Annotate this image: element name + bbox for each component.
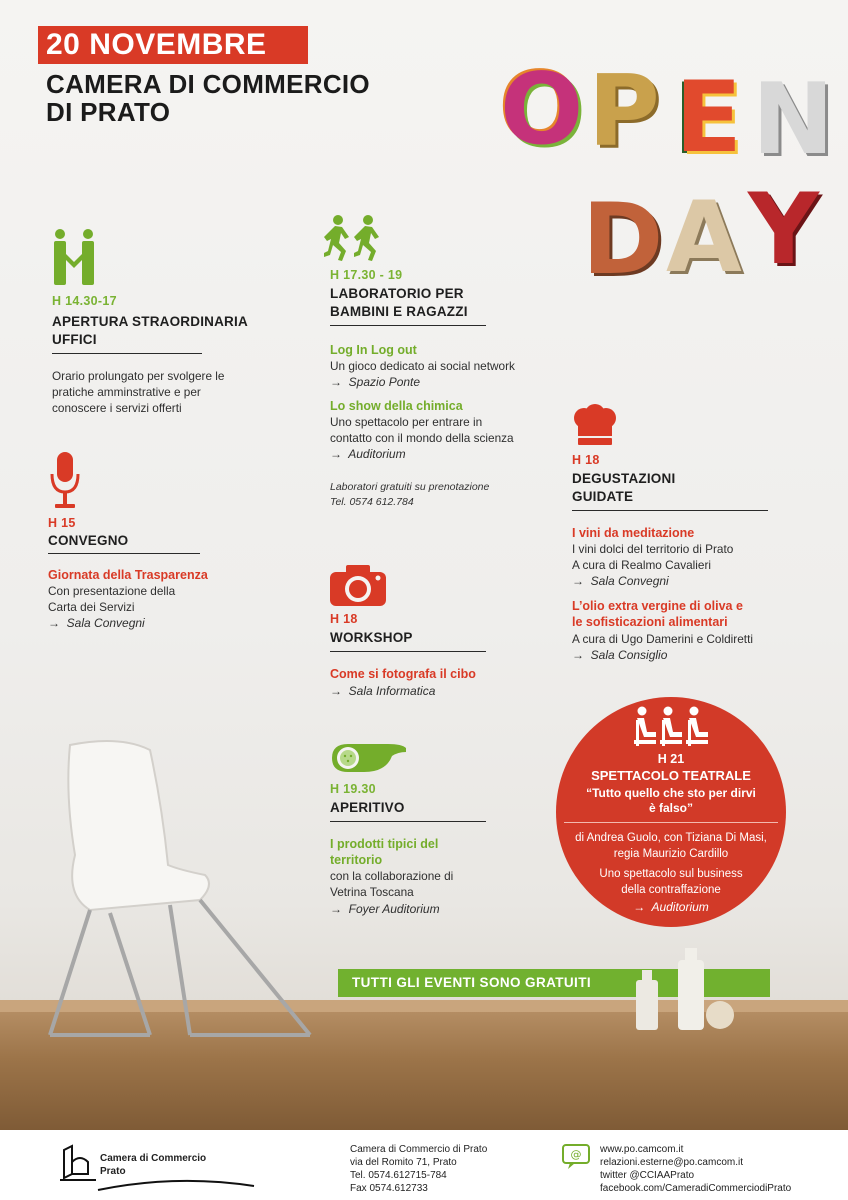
aperitivo-title: APERITIVO: [330, 800, 405, 815]
laboratorio-item2-desc: [330, 414, 514, 446]
laboratorio-note: [330, 480, 489, 510]
aperitivo-desc-line: con la collaborazione di: [330, 869, 454, 883]
logo-text: [100, 1152, 206, 1178]
convegno-location: [48, 615, 145, 631]
laboratorio-time: H 17.30 - 19: [330, 268, 403, 282]
arrow-icon: →: [572, 574, 584, 588]
laboratorio-title-line-1: LABORATORIO PER: [330, 286, 464, 301]
divider: [564, 822, 778, 823]
logo-swoosh: [96, 1178, 256, 1197]
degustazioni-title-line-1: DEGUSTAZIONI: [572, 471, 676, 486]
teatro-title: SPETTACOLO TEATRALE: [591, 768, 751, 783]
chair-illustration: [30, 735, 330, 1060]
letter-y: Y: [748, 173, 819, 287]
bottles-illustration: [630, 940, 740, 1035]
arrow-icon: →: [330, 447, 342, 461]
uffici-desc-line: Orario prolungato per svolgere le: [52, 369, 225, 383]
teatro-quote-line: è falso”: [648, 801, 693, 815]
footer-web: [600, 1143, 791, 1195]
laboratorio-item1-sub: Log In Log out: [330, 343, 417, 357]
letter-o: O: [500, 53, 584, 167]
location-label: Sala Convegni: [590, 574, 669, 588]
workshop-time: H 18: [330, 612, 358, 626]
teatro-quote-line: “Tutto quello che sto per dirvi: [586, 786, 756, 800]
uffici-title-line-2: UFFICI: [52, 332, 97, 347]
workshop-title: WORKSHOP: [330, 630, 413, 645]
aperitivo-time: H 19.30: [330, 782, 376, 796]
teatro-time: H 21: [657, 752, 685, 766]
convegno-desc-line: Carta dei Servizi: [48, 600, 135, 614]
laboratorio-title: [330, 285, 468, 321]
website-link[interactable]: www.po.camcom.it: [600, 1144, 684, 1155]
divider: [330, 821, 486, 822]
location-label: Auditorium: [348, 447, 406, 461]
org-name: Camera di Commercio di Prato: [350, 1144, 488, 1155]
facebook-link[interactable]: facebook.com/CameradiCommerciodiPrato: [600, 1183, 792, 1194]
laboratorio-item2-sub: Lo show della chimica: [330, 399, 463, 413]
logo-line-2: Prato: [100, 1166, 126, 1177]
convegno-sub: Giornata della Trasparenza: [48, 568, 208, 582]
svg-text:@: @: [570, 1148, 582, 1161]
note-line: Tel. 0574 612.784: [330, 496, 414, 508]
footer: [0, 1130, 848, 1200]
teatro-credits-line: regia Maurizio Cardillo: [613, 848, 729, 860]
note-line: Laboratori gratuiti su prenotazione: [330, 481, 490, 493]
aperitivo-desc: [330, 868, 453, 900]
convegno-desc: [48, 583, 175, 615]
laboratorio-desc-line: Uno spettacolo per entrare in: [330, 415, 483, 429]
convegno-title: CONVEGNO: [48, 533, 129, 548]
laboratorio-item1-desc: Un gioco dedicato ai social network: [330, 359, 515, 373]
laboratorio-item1-location: [330, 374, 420, 390]
arrow-icon: →: [572, 648, 584, 662]
laboratorio-desc-line: contatto con il mondo della scienza: [330, 431, 514, 445]
degustazioni-sub-line: L’olio extra vergine di oliva e: [572, 599, 743, 613]
aperitivo-sub-line: territorio: [330, 853, 383, 867]
location-label: Sala Convegni: [66, 616, 145, 630]
chef-hat-icon: [572, 404, 618, 451]
degustazioni-time: H 18: [572, 453, 600, 467]
uffici-title: [52, 313, 248, 349]
degustazioni-item2-location: [572, 647, 667, 663]
convegno-time: H 15: [48, 516, 76, 530]
divider: [52, 353, 202, 354]
letter-e: E: [675, 61, 742, 175]
divider: [572, 510, 768, 511]
degustazioni-title-line-2: GUIDATE: [572, 489, 634, 504]
degustazioni-desc-line: A cura di Realmo Cavalieri: [572, 558, 711, 572]
workshop-sub: Come si fotografa il cibo: [330, 667, 476, 681]
location-label: Sala Consiglio: [590, 648, 668, 662]
uffici-time: H 14.30-17: [52, 294, 117, 308]
title-line-2: DI PRATO: [46, 97, 171, 127]
divider: [330, 325, 486, 326]
convegno-desc-line: Con presentazione della: [48, 584, 176, 598]
degustazioni-item2-sub: [572, 598, 743, 630]
uffici-desc-line: pratiche amminstrative e per: [52, 385, 201, 399]
teatro-credits-line: di Andrea Guolo, con Tiziana Di Masi,: [575, 832, 767, 844]
aperitivo-desc-line: Vetrina Toscana: [330, 885, 414, 899]
uffici-desc-line: conoscere i servizi offerti: [52, 401, 182, 415]
footer-contacts: [350, 1143, 487, 1195]
logo-line-1: Camera di Commercio: [100, 1153, 207, 1164]
aperitivo-sub-line: I prodotti tipici del: [330, 837, 439, 851]
letter-p: P: [588, 55, 660, 169]
free-events-banner: TUTTI GLI EVENTI SONO GRATUITI: [338, 969, 770, 997]
handshake-icon: [50, 228, 98, 291]
location-label: Foyer Auditorium: [348, 902, 440, 916]
page-title: [46, 70, 370, 126]
degustazioni-item2-desc: A cura di Ugo Damerini e Coldiretti: [572, 632, 753, 646]
uffici-desc: [52, 368, 224, 416]
zucchini-icon: [328, 738, 410, 781]
teatro-credits: [556, 830, 786, 862]
teatro-quote: [556, 786, 786, 816]
degustazioni-title: [572, 470, 675, 506]
camera-di-commercio-logo: [58, 1142, 98, 1187]
email-link[interactable]: relazioni.esterne@po.camcom.it: [600, 1157, 743, 1168]
twitter-link[interactable]: twitter @CCIAAPrato: [600, 1170, 695, 1181]
degustazioni-sub-line: le sofisticazioni alimentari: [572, 615, 728, 629]
aperitivo-location: [330, 901, 440, 917]
arrow-icon: →: [633, 900, 646, 914]
laboratorio-item2-location: [330, 446, 406, 462]
arrow-icon: →: [48, 616, 60, 630]
location-label: Auditorium: [651, 900, 709, 914]
teatro-desc-line: Uno spettacolo sul business: [599, 868, 743, 880]
microphone-icon: [50, 452, 80, 515]
aperitivo-sub: [330, 836, 438, 868]
theater-seats-icon: [632, 706, 712, 753]
degustazioni-item1-sub: I vini da meditazione: [572, 526, 695, 540]
fax: Fax 0574.612733: [350, 1183, 428, 1194]
uffici-title-line-1: APERTURA STRAORDINARIA: [52, 314, 248, 329]
letter-n: N: [752, 63, 835, 177]
divider: [330, 651, 486, 652]
teatro-location: [556, 900, 786, 914]
location-label: Sala Informatica: [348, 684, 436, 698]
degustazioni-desc-line: I vini dolci del territorio di Prato: [572, 542, 734, 556]
teatro-desc: [556, 866, 786, 898]
arrow-icon: →: [330, 375, 342, 389]
letter-d: D: [582, 183, 664, 297]
laboratorio-title-line-2: BAMBINI E RAGAZZI: [330, 304, 468, 319]
teatro-desc-line: della contraffazione: [621, 884, 721, 896]
location-label: Spazio Ponte: [348, 375, 421, 389]
divider: [48, 553, 200, 554]
address: via del Romito 71, Prato: [350, 1157, 457, 1168]
degustazioni-item1-desc: [572, 541, 733, 573]
chat-icon: [562, 1144, 590, 1175]
arrow-icon: →: [330, 684, 342, 698]
running-kids-icon: [322, 215, 386, 270]
telephone: Tel. 0574.612715-784: [350, 1170, 447, 1181]
letter-a: A: [666, 181, 742, 295]
degustazioni-item1-location: [572, 573, 669, 589]
arrow-icon: →: [330, 902, 342, 916]
camera-icon: [328, 562, 388, 613]
title-line-1: CAMERA DI COMMERCIO: [46, 69, 370, 99]
workshop-location: [330, 683, 435, 699]
date-banner: 20 NOVEMBRE: [38, 26, 308, 64]
